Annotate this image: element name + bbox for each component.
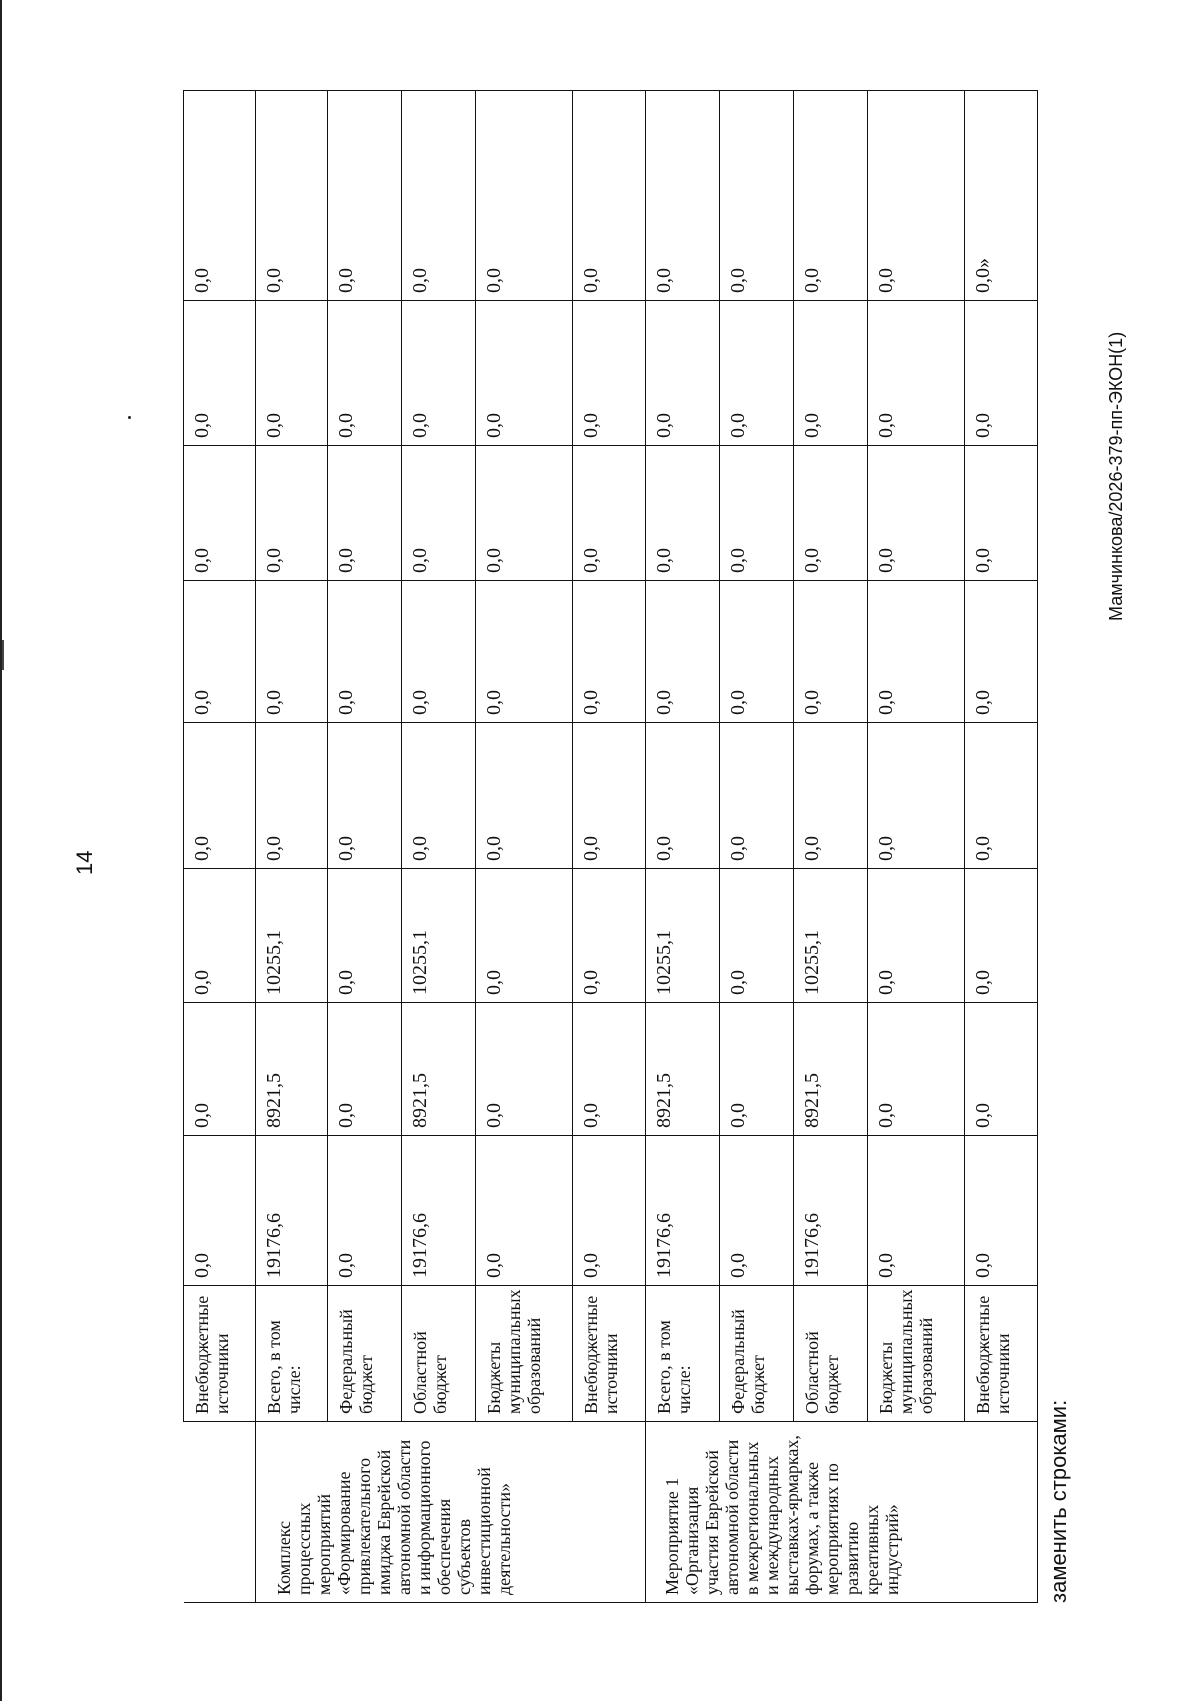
- funding-source-cell: Внебюджетные источники: [964, 1286, 1037, 1422]
- value-cell: 0,0: [184, 91, 256, 301]
- value-cell: 0,0: [184, 581, 256, 723]
- value-cell: 0,0: [327, 581, 401, 723]
- value-cell: 0,0: [964, 723, 1037, 869]
- value-cell: 0,0: [794, 91, 868, 301]
- program-cell-empty: [184, 1422, 256, 1603]
- value-cell: 0,0: [964, 581, 1037, 723]
- value-cell: 10255,1: [794, 869, 868, 1003]
- value-cell: 0,0: [720, 723, 794, 869]
- value-cell: 0,0: [255, 91, 327, 301]
- funding-source-cell: Федеральный бюджет: [327, 1286, 401, 1422]
- value-cell: 0,0: [868, 1003, 964, 1136]
- table-row: [645, 91, 719, 1603]
- table-row: [255, 91, 327, 1603]
- table-row: [476, 91, 572, 1603]
- value-cell: 0,0: [476, 91, 572, 301]
- table-row: [402, 91, 476, 1603]
- table-row: [184, 91, 256, 1603]
- value-cell: 0,0: [476, 446, 572, 581]
- funding-source-cell: Федеральный бюджет: [720, 1286, 794, 1422]
- value-cell: 0,0: [868, 91, 964, 301]
- value-cell: 0,0: [720, 869, 794, 1003]
- footer-instruction: заменить строками:: [1046, 1399, 1071, 1603]
- value-cell: 0,0: [572, 581, 645, 723]
- funding-source-cell: Бюджеты муниципальных образований: [476, 1286, 572, 1422]
- value-cell: 0,0: [327, 1003, 401, 1136]
- value-cell: 0,0: [327, 1136, 401, 1286]
- value-cell: 0,0: [184, 1136, 256, 1286]
- value-cell: 0,0: [720, 91, 794, 301]
- value-cell: 0,0: [794, 446, 868, 581]
- value-cell: 0,0: [402, 301, 476, 446]
- value-cell: 0,0: [255, 581, 327, 723]
- value-cell: 0,0: [255, 723, 327, 869]
- funding-source-cell: Бюджеты муниципальных образований: [868, 1286, 964, 1422]
- value-cell: 0,0: [476, 1003, 572, 1136]
- value-cell: 8921,5: [255, 1003, 327, 1136]
- value-cell: 10255,1: [255, 869, 327, 1003]
- value-cell: 0,0: [964, 869, 1037, 1003]
- value-cell: 0,0: [645, 581, 719, 723]
- value-cell: 0,0: [794, 301, 868, 446]
- value-cell: 0,0: [572, 869, 645, 1003]
- table-row: [572, 91, 645, 1603]
- value-cell: 0,0: [720, 446, 794, 581]
- value-cell: 0,0: [868, 581, 964, 723]
- value-cell: 0,0: [964, 446, 1037, 581]
- funding-source-cell: Всего, в том числе:: [255, 1286, 327, 1422]
- funding-source-cell: Областной бюджет: [794, 1286, 868, 1422]
- value-cell: 0,0: [794, 581, 868, 723]
- scan-dot: [128, 416, 131, 419]
- value-cell: 0,0: [572, 91, 645, 301]
- value-cell: 0,0: [964, 1136, 1037, 1286]
- value-cell: 0,0»: [964, 91, 1037, 301]
- value-cell: 19176,6: [794, 1136, 868, 1286]
- table-row: [794, 91, 868, 1603]
- value-cell: 0,0: [964, 301, 1037, 446]
- value-cell: 0,0: [720, 1136, 794, 1286]
- value-cell: 0,0: [402, 723, 476, 869]
- value-cell: 0,0: [868, 446, 964, 581]
- value-cell: 0,0: [255, 301, 327, 446]
- value-cell: 0,0: [868, 301, 964, 446]
- value-cell: 0,0: [645, 91, 719, 301]
- value-cell: 0,0: [476, 301, 572, 446]
- value-cell: 0,0: [184, 301, 256, 446]
- value-cell: 19176,6: [645, 1136, 719, 1286]
- value-cell: 0,0: [868, 1136, 964, 1286]
- value-cell: 19176,6: [255, 1136, 327, 1286]
- value-cell: 0,0: [476, 581, 572, 723]
- value-cell: 0,0: [720, 581, 794, 723]
- value-cell: 0,0: [572, 1003, 645, 1136]
- value-cell: 10255,1: [645, 869, 719, 1003]
- value-cell: 10255,1: [402, 869, 476, 1003]
- value-cell: 0,0: [327, 446, 401, 581]
- funding-source-cell: Областной бюджет: [402, 1286, 476, 1422]
- value-cell: 0,0: [184, 869, 256, 1003]
- value-cell: 0,0: [572, 1136, 645, 1286]
- value-cell: 0,0: [402, 91, 476, 301]
- value-cell: 19176,6: [402, 1136, 476, 1286]
- table-row: [868, 91, 964, 1603]
- value-cell: 8921,5: [402, 1003, 476, 1136]
- value-cell: 0,0: [794, 723, 868, 869]
- value-cell: 0,0: [645, 723, 719, 869]
- value-cell: 0,0: [327, 723, 401, 869]
- value-cell: 0,0: [476, 1136, 572, 1286]
- value-cell: 0,0: [645, 446, 719, 581]
- value-cell: 0,0: [255, 446, 327, 581]
- value-cell: 0,0: [720, 301, 794, 446]
- value-cell: 0,0: [720, 1003, 794, 1136]
- value-cell: 0,0: [327, 91, 401, 301]
- value-cell: 0,0: [645, 301, 719, 446]
- table-row: [327, 91, 401, 1603]
- value-cell: 0,0: [327, 301, 401, 446]
- value-cell: 0,0: [402, 581, 476, 723]
- value-cell: 0,0: [476, 869, 572, 1003]
- page-number: 14: [72, 850, 97, 875]
- table-row: [720, 91, 794, 1603]
- budget-table: [183, 90, 1038, 1603]
- value-cell: 8921,5: [794, 1003, 868, 1136]
- funding-source-cell: Внебюджетные источники: [184, 1286, 256, 1422]
- value-cell: 0,0: [476, 723, 572, 869]
- value-cell: 8921,5: [645, 1003, 719, 1136]
- document-reference: Мамчинкова/2026-379-пп-ЭКОН(1): [1106, 331, 1126, 621]
- value-cell: 0,0: [868, 869, 964, 1003]
- value-cell: 0,0: [572, 301, 645, 446]
- table-row: [964, 91, 1037, 1603]
- value-cell: 0,0: [402, 446, 476, 581]
- funding-source-cell: Внебюджетные источники: [572, 1286, 645, 1422]
- value-cell: 0,0: [184, 446, 256, 581]
- value-cell: 0,0: [572, 446, 645, 581]
- funding-source-cell: Всего, в том числе:: [645, 1286, 719, 1422]
- value-cell: 0,0: [572, 723, 645, 869]
- value-cell: 0,0: [868, 723, 964, 869]
- value-cell: 0,0: [184, 1003, 256, 1136]
- program-name-cell: Комплекс процессных мероприятий «Формирование привлекательного имиджа Еврейской автономной области и информационного обеспечения субъектов инвестиционной деятельности»: [255, 1422, 645, 1603]
- value-cell: 0,0: [327, 869, 401, 1003]
- measure-name-cell: Мероприятие 1 «Организация участия Еврейской автономной области в межрегиональных и международных выставках-ярмарках, форумах, а также мероприятиях по развитию креативных индустрий»: [645, 1422, 1037, 1603]
- value-cell: 0,0: [184, 723, 256, 869]
- value-cell: 0,0: [964, 1003, 1037, 1136]
